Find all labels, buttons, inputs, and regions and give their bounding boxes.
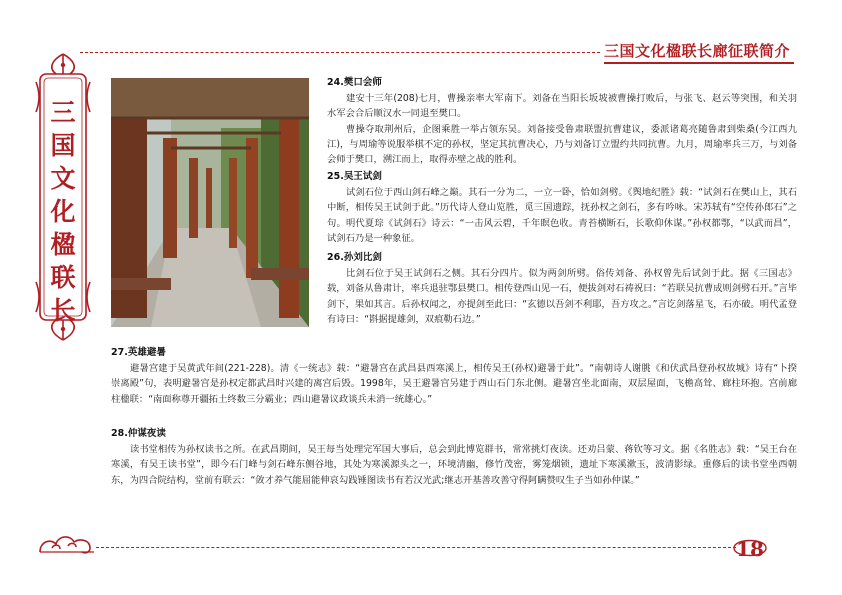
page-number: 18 [736, 537, 764, 561]
section-25 [327, 169, 797, 246]
side-title-banner [34, 52, 92, 342]
section-heading: 25.吴王试剑 [327, 171, 382, 182]
section-paragraph: 避暑宫建于吴黄武年间(221-228)。清《一统志》载：“避暑宫在武昌县西寒溪上，相传吴王(孙权)避暑于此”。“南朝诗人谢朓《和伏武昌登孙权故城》诗有“卜揆崇离殿”句，表明避暑宫是孙权定都武昌时兴建的离宫后毁。1998年，吴王避暑宫另建于西山石门东北侧。避暑宫坐北面南，双层屋面，飞檐高耸、廊柱环抱。宫前廊柱楹联：“南面称尊开疆拓土终数三分霸业；西山避暑议政谈兵未消一统雄心。” [111, 363, 797, 405]
header-underline [604, 62, 794, 64]
section-27 [111, 345, 797, 407]
side-title-char: 长 [50, 296, 76, 325]
section-26 [327, 250, 797, 327]
section-paragraph: 试剑石位于西山剑石峰之巅。其石一分为二，一立一卧，恰如剑劈。《舆地纪胜》载：“试剑石在樊山上，其石中断，相传吴王试剑于此。”历代诗人登山览胜，觅三国遗踪，抚孙权之剑石，多有吟咏。宋苏轼有“空传孙郎石”之句。明代夏琮《试剑石》诗云：“一击风云碧，千年瞑色收。青苔横断石，长歌仰休谋。”孙权都鄂，“以武而昌”，试剑石乃是一种象征。 [327, 187, 797, 244]
header-dashed-rule [80, 52, 600, 53]
section-paragraph: 读书堂相传为孙权读书之所。在武昌期间，吴王每当处理完军国大事后，总会到此博览群书，常常挑灯夜读。还劝吕蒙、蒋钦等习文。据《名胜志》载：“吴王台在寒溪，有吴王读书堂”，即今石门峰与剑石峰东侧谷地，其处为寒溪源头之一，环境清幽，修竹茂密，雾笼烟锁，遗址下寒溪漱玉，波清影绿。重修后的读书堂坐西朝东，为四合院结构，堂前有联云：“敛才养气能屈能伸哀勾践锤图读书有若汉光武;继志开基善攻善守得阿瞒赞叹生子当如孙仲谋。” [111, 444, 797, 486]
side-title-char: 楹 [50, 230, 76, 259]
side-title-char: 三 [50, 98, 76, 127]
page-title: 三国文化楹联长廊征联简介 [604, 42, 791, 60]
section-28 [111, 426, 797, 488]
side-title-text [34, 96, 92, 327]
section-heading: 27.英雄避暑 [111, 347, 166, 358]
section-paragraph: 比剑石位于吴王试剑石之侧。其石分四片。似为两剑所劈。俗传刘备、孙权曾先后试剑于此。据《三国志》载，刘备从鲁肃计，率兵退驻鄂县樊口。相传登西山见一石，便拔剑对石祷祝曰：“若联吴抗曹成则剑劈石开。”言毕剑下，果如其言。后孙权闻之，亦提剑至此曰：“玄德以吾剑不利耶，吾方攻之。”言讫剑落星飞，石亦破。明代孟登有诗曰：“斟据提雄剑，双痕勒石边。” [327, 268, 797, 325]
side-title-char: 文 [50, 164, 76, 193]
side-title-char: 联 [50, 263, 76, 292]
side-title-char: 化 [50, 197, 76, 226]
section-heading: 26.孙刘比剑 [327, 252, 382, 263]
cloud-ornament-icon [38, 532, 96, 556]
footer-dashed-rule [96, 547, 736, 548]
section-paragraph: 建安十三年(208)七月，曹操亲率大军南下。刘备在当阳长坂坡被曹操打败后，与张飞、赵云等突围，和关羽水军会合后顺汉水一同退至樊口。 [327, 93, 797, 120]
section-24 [327, 75, 797, 167]
section-heading: 24.樊口会师 [327, 77, 382, 88]
side-title-char: 国 [50, 131, 76, 160]
corridor-photo [111, 78, 309, 327]
section-heading: 28.仲谋夜读 [111, 428, 166, 439]
section-paragraph: 曹操夺取荆州后，企图乘胜一举占领东吴。刘备接受鲁肃联盟抗曹建议，委派诸葛亮随鲁肃到柴桑(今江西九江)，与周瑜等说服举棋不定的孙权，坚定其抗曹决心，乃与刘备订立盟约共同抗曹。九月，周瑜率兵三万，与刘备会师于樊口，溯江而上，取得赤壁之战的胜利。 [327, 123, 797, 166]
